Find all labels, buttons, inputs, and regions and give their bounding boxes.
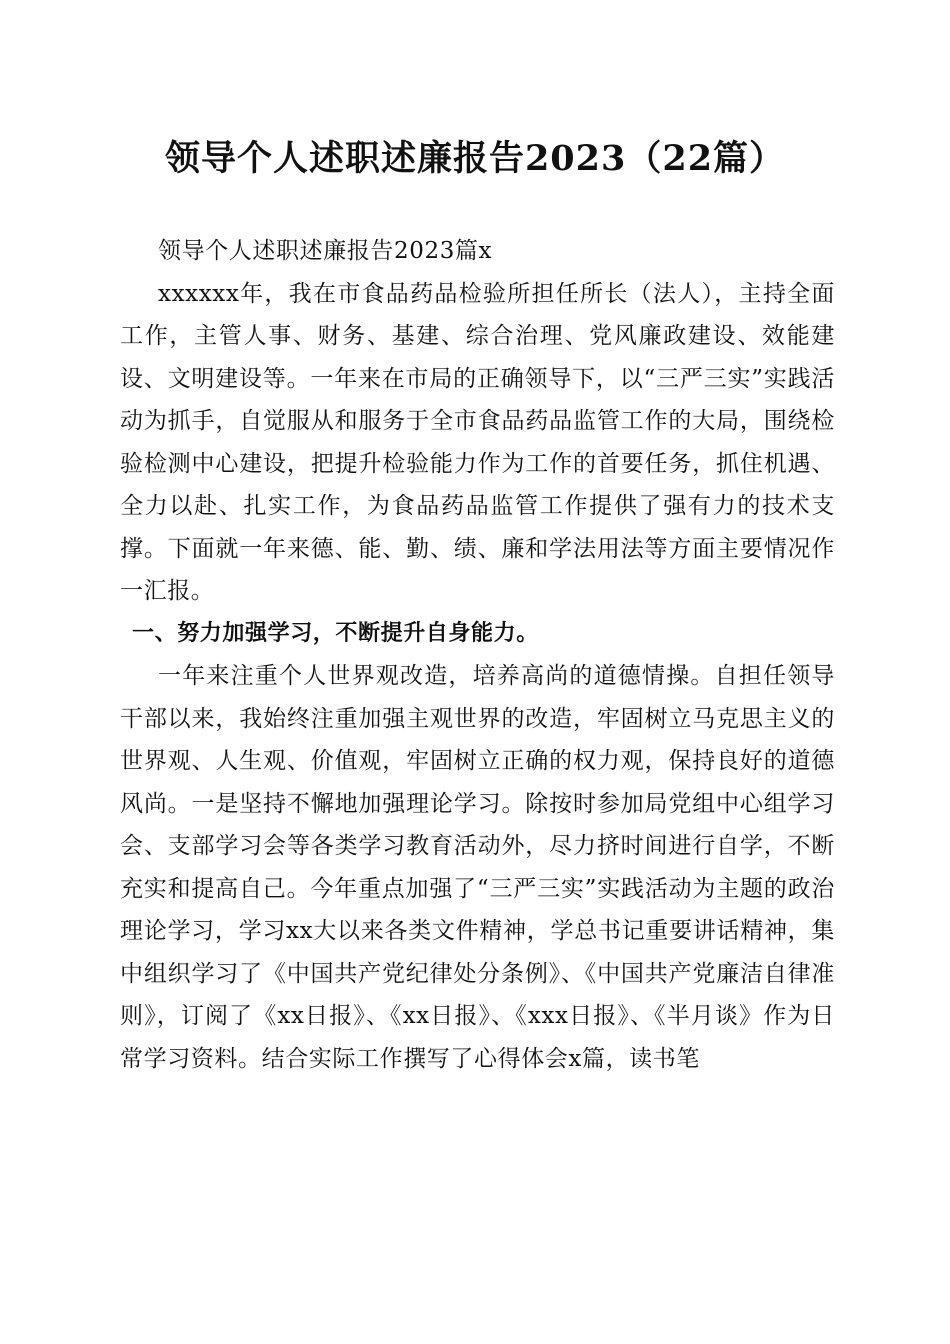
- document-title: 领导个人述职述廉报告2023（22篇）: [164, 138, 786, 179]
- document-subtitle: 领导个人述职述廉报告2023篇x: [158, 238, 493, 264]
- document-body: [120, 230, 835, 1080]
- section-heading: 一、努力加强学习，不断提升自身能力。: [132, 620, 539, 646]
- intro-paragraph: xxxxxx年，我在市食品药品检验所担任所长（法人），主持全面工作，主管人事、财务、基建、综合治理、党风廉政建设、效能建设、文明建设等。一年来在市局的正确领导下，以“三严三实”实践活动为抓手，自觉服从和服务于全市食品药品监管工作的大局，围绕检验检测中心建设，把提升检验能力作为工作的首要任务，抓住机遇、全力以赴、扎实工作，为食品药品监管工作提供了强有力的技术支撑。下面就一年来德、能、勤、绩、廉和学法用法等方面主要情况作一汇报。: [120, 280, 835, 604]
- section-paragraph: 一年来注重个人世界观改造，培养高尚的道德情操。自担任领导干部以来，我始终注重加强主观世界的改造，牢固树立马克思主义的世界观、人生观、价值观，牢固树立正确的权力观，保持良好的道德风尚。一是坚持不懈地加强理论学习。除按时参加局党组中心组学习会、支部学习会等各类学习教育活动外，尽力挤时间进行自学，不断充实和提高自己。今年重点加强了“三严三实”实践活动为主题的政治理论学习，学习xx大以来各类文件精神，学总书记重要讲话精神，集中组织学习了《中国共产党纪律处分条例》、《中国共产党廉洁自律准则》，订阅了《xx日报》、《xx日报》、《xxx日报》、《半月谈》作为日常学习资料。结合实际工作撰写了心得体会x篇，读书笔: [120, 663, 835, 1072]
